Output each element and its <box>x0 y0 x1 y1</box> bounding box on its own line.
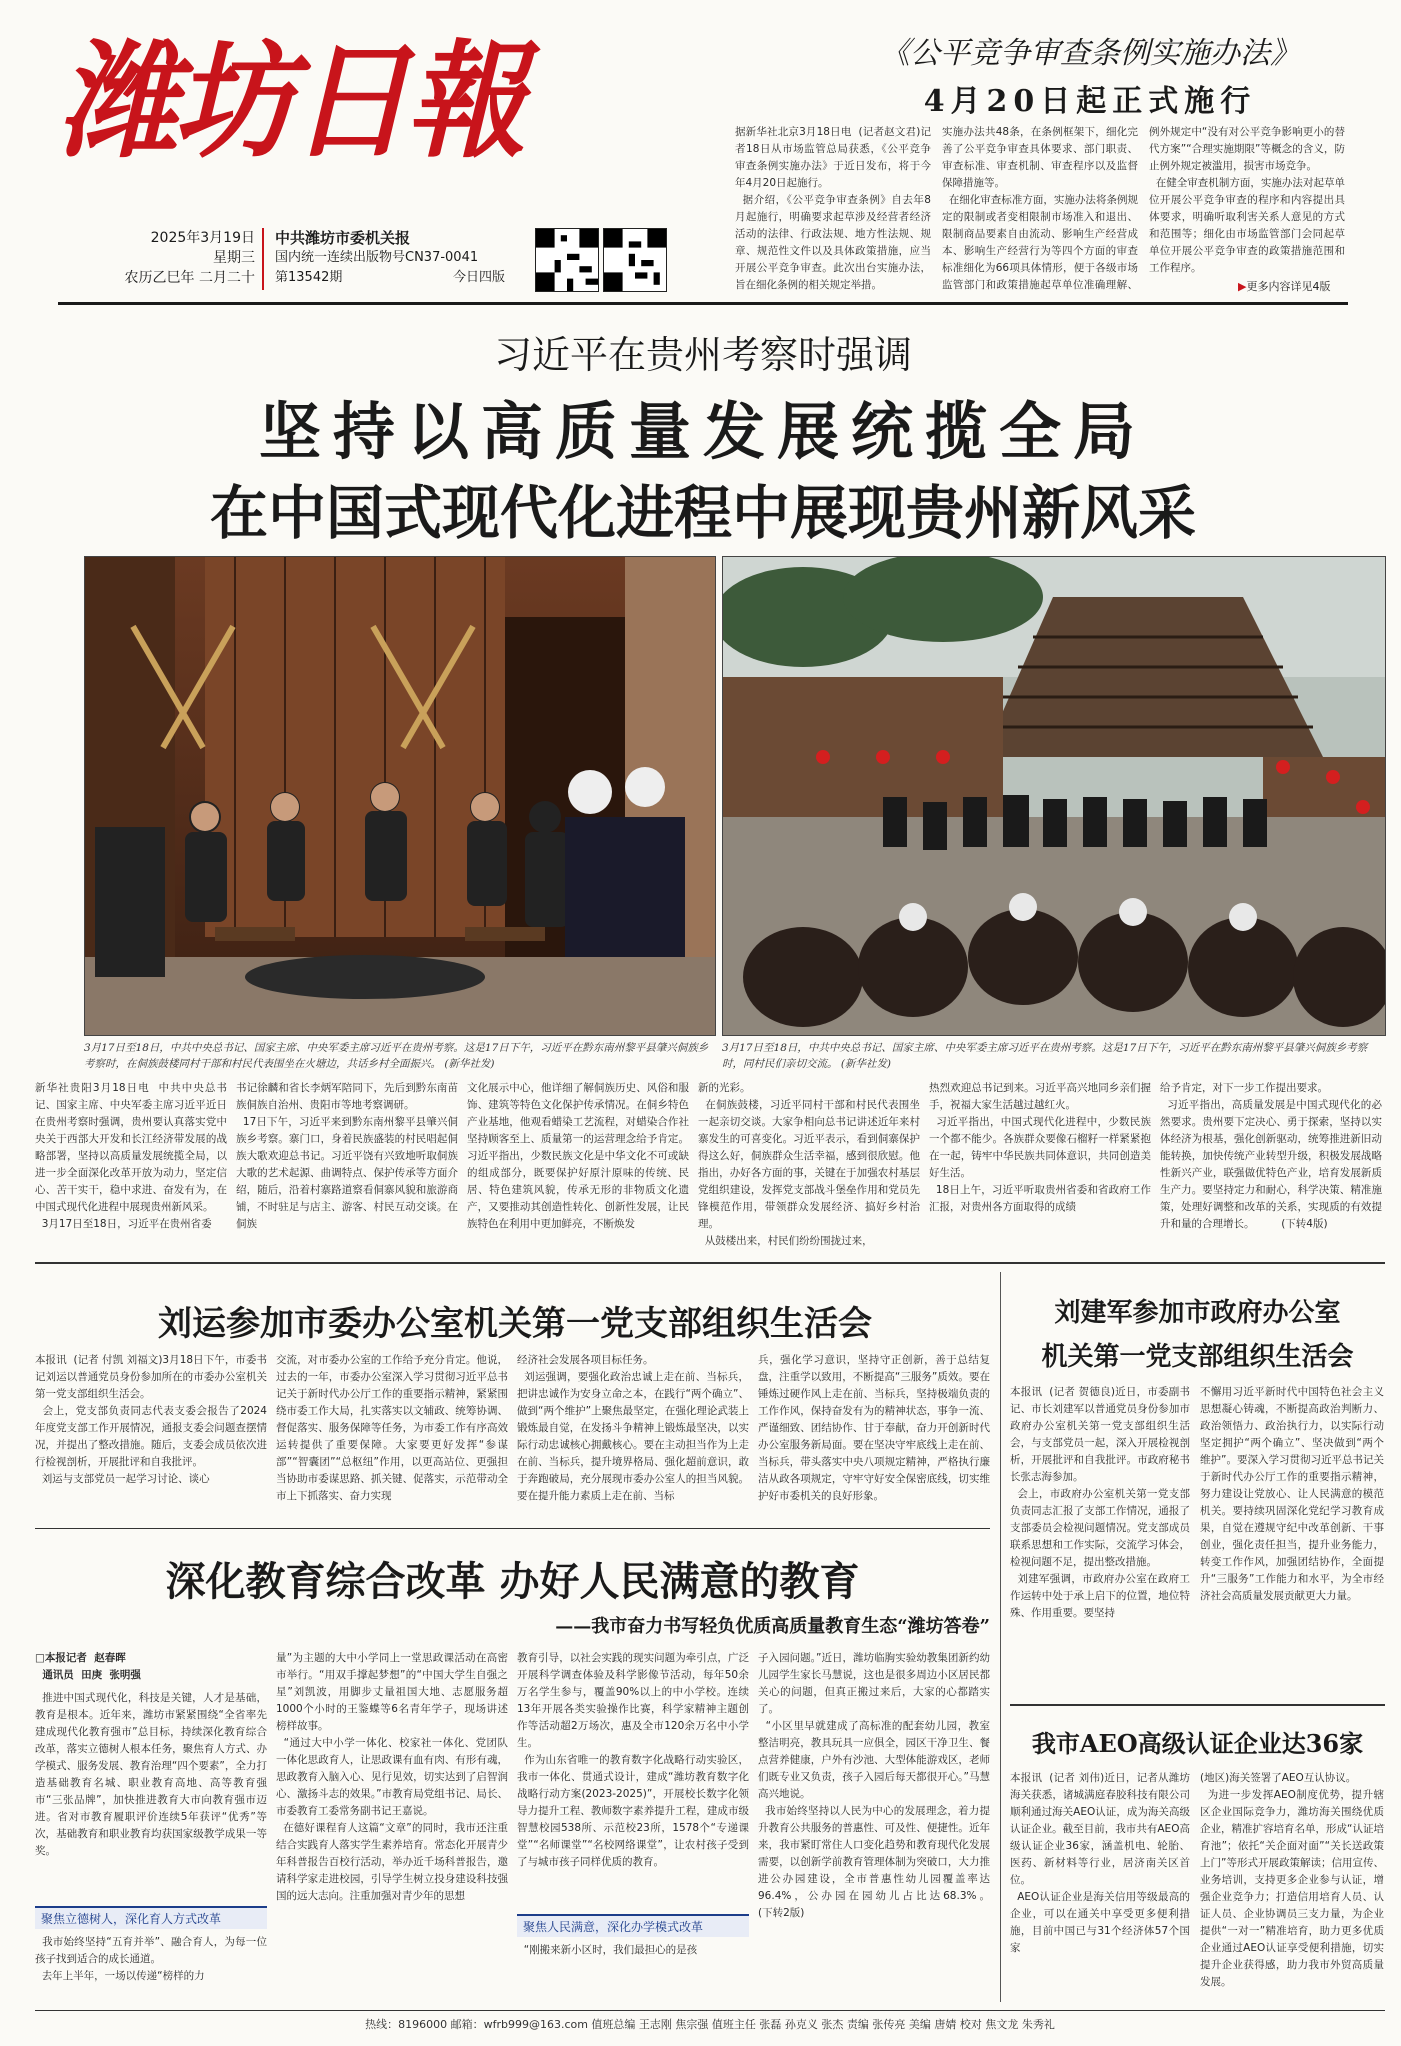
education-col-3: 教育引导，以社会实践的现实问题为牵引点，广泛开展科学调查体验及科学影像节活动，每年50余万名学生参与，覆盖90%以上的中小学校。连续13年开展各类实验操作比赛，科学家精神主题创作等活动超2万场次，惠及全市120余万名中小学生。 作为山东省唯一的教育数字化战略行动实验区，我市一体化、贯通式设计，建成“潍坊教育数字化战略行动方案(2023-2025)”，开展校长数字化领导力提升工程、教师数字素养提升工程，建成市级智慧校园538所、示范校23所，1578个“专递课堂”“名师课堂”“名校网络课堂”，让农村孩子受到了与城市孩子同样优质的教育。 <box>517 1652 749 1868</box>
issue-weekday: 星期三 <box>213 250 255 266</box>
lunar-date: 农历乙巳年 二月二十 <box>124 270 255 286</box>
qr-code-1[interactable] <box>535 228 599 292</box>
footer-credits: 热线：8196000 邮箱：wfrb999@163.com 值班总编 王志刚 焦宗强 值班主任 张磊 孙克义 张杰 责编 张传亮 美编 唐婧 校对 焦文龙 朱秀礼 <box>365 2018 1055 2031</box>
teaser-title-1[interactable]: 《公平竞争审查条例实施办法》 <box>880 36 1300 71</box>
lead-title-1[interactable]: 坚持以高质量发展统揽全局 <box>258 395 1147 468</box>
education-col-2: 量”为主题的大中小学同上一堂思政课活动在高密市举行。“用双手撑起梦想”的“中国大学生自强之星”刘凯波，用脚步丈量祖国大地、志愿服务超1000个小时的王鉴蝶等6名青年学子，现场讲述榜样故事。 “通过大中小学一体化、校家社一体化、党团队一体化思政育人，让思政课有血有肉、有形有魂，思政教育入脑入心、见行见效，切实达到了启智润心、激扬斗志的效果。”市教育局党组书记、局长、市委教育工委常务副书记王嘉说。 在德好课程育人这篇“文章”的同时，我市还注重结合实践育人落实学生素养培育。常态化开展青少年科普报告百校行活动，举办近千场科普报告，邀请科学家走进校园，引导学生树立投身建设科技强国的远大志向。注重加强对青少年的思想 <box>276 1652 508 1902</box>
education-byline: □本报记者 赵春晖 通讯员 田庚 张明强 <box>35 1652 141 1681</box>
issue-number: 第13542期 <box>275 270 343 285</box>
lead-kicker: 习近平在贵州考察时强调 <box>493 333 912 377</box>
education-subtitle: ——我市奋力书写轻负优质高质量教育生态“潍坊答卷” <box>555 1616 990 1637</box>
aeo-col-1: 本报讯 (记者 刘伟)近日，记者从潍坊海关获悉，诸城满庭春胶科技有限公司顺利通过海关AEO认证，成为海关高级认证企业。截至目前，我市共有AEO高级认证企业36家，涵盖机电、轮胎、医药、新材料等行业，居济南关区首位。 AEO认证企业是海关信用等级最高的企业，可以在通关中享受更多便利措施，目前中国已与31个经济体57个国家 <box>1010 1772 1190 1954</box>
photo-left-illustration <box>85 557 715 1035</box>
qr-code-2[interactable] <box>603 228 667 292</box>
lead-col-3: 文化展示中心，他详细了解侗族历史、风俗和服饰、建筑等特色文化保护传承情况。在侗乡特色产业基地，他观看蜡染工艺流程，对蜡染合作社坚持顾客至上、质量第一的运营理念给予肯定。习近平指出，少数民族文化是中华文化不可或缺的组成部分，既要保护好原汁原味的传统、民居、特色建筑风貌，传承无形的非物质文化遗产，又要推动其创造性转化、创新性发展，让民族特色在利用中更加鲜亮，不断焕发 <box>467 1082 689 1230</box>
lead-col-4: 新的光彩。 在侗族鼓楼，习近平同村干部和村民代表围坐一起亲切交谈。大家争相向总书记讲述近年来村寨发生的可喜变化。习近平表示，看到侗寨保护得这么好，侗族群众生活幸福，感到很欣慰。他指出，办好各方面的事，关键在于加强农村基层党组织建设，发挥党支部战斗堡垒作用和党员先锋模范作用，带领群众发展经济、搞好乡村治理。 从鼓楼出来，村民们纷纷围拢过来， <box>698 1082 920 1247</box>
teaser-col-1: 据新华社北京3月18日电 (记者赵文君)记者18日从市场监管总局获悉，《公平竞争审查条例实施办法》于近日发布，将于今年4月20日起施行。 据介绍，《公平竞争审查条例》自去年8月起施行，明确要求起草涉及经营者经济活动的法律、行政法规、地方性法规、规章、规范性文件以及具体政策措施，应当开展公平竞争审查。此次出台实施办法，旨在细化条例的相关规定举措。 <box>735 126 931 291</box>
photo-right-illustration <box>723 557 1385 1035</box>
liu-yun-col-3: 经济社会发展各项目标任务。 刘运强调，要强化政治忠诚上走在前、当标兵，把讲忠诚作为安身立命之本，在践行“两个确立”、做到“两个维护”上聚焦最坚定，在强化理论武装上锻炼最自觉，在发扬斗争精神上锻炼最坚决，以实际行动忠诚核心拥戴核心。要在主动担当作为上走在前、当标兵，提升境界格局、强化超前意识，敢于奔跑破局，充分展现市委办公室人的担当风貌。要在提升能力素质上走在前、当标 <box>517 1354 749 1502</box>
lead-col-6: 给予肯定，对下一步工作提出要求。 习近平指出，高质量发展是中国式现代化的必然要求。贵州要下定决心、勇于探索，坚持以实体经济为根基，强化创新驱动，统筹推进新旧动能转换，加快传统产业转型升级，积极发展战略性新兴产业，联强做优特色产业，培育发展新质生产力。要坚持定力和耐心，科学决策、精准施策，处理好调整和改革的关系，实现质的有效提升和量的合理增长。 (下转4版) <box>1160 1082 1382 1230</box>
masthead-title: 潍坊日報 <box>58 27 522 176</box>
education-col-1b: 我市始终坚持“五育并举”、融合育人，为每一位孩子找到适合的成长通道。 去年上半年，一场以传递“榜样的力 <box>35 1936 267 1982</box>
liu-yun-col-1: 本报讯 (记者 付凯 刘福文)3月18日下午，市委书记刘运以普通党员身份参加所在的市委办公室机关第一党支部组织生活会。 会上，党支部负责同志代表支委会报告了2024年度党支部工作开展情况，通报支委会问题查摆情况，并提出了整改措施。随后，支委会成员依次进行检视剖析，开展批评和自我批评。 刘运与支部党员一起学习讨论、谈心 <box>35 1354 267 1485</box>
education-col-3b: “刚搬来新小区时，我们最担心的是孩 <box>517 1944 698 1956</box>
more-link[interactable] <box>1238 278 1330 294</box>
aeo-title[interactable]: 我市AEO高级认证企业达36家 <box>1031 1729 1364 1758</box>
education-subhead-2: 聚焦人民满意，深化办学模式改革 <box>517 1914 749 1937</box>
liu-jianjun-col-1: 本报讯 (记者 贺德良)近日，市委副书记、市长刘建军以普通党员身份参加市政府办公室机关第一党支部组织生活会，与支部党员一起，深入开展检视剖析，开展批评和自我批评。市政府秘书长张志海参加。 会上，市政府办公室机关第一党支部负责同志汇报了支部工作情况，通报了支部委员会检视问题情况。党支部成员联系思想和工作实际，交流学习体会，检视问题不足，提出整改措施。 刘建军强调，市政府办公室在政府工作运转中处于承上启下的位置，地位特殊、作用重要。要坚持 <box>1010 1386 1190 1619</box>
liu-jianjun-title-2[interactable]: 机关第一党支部组织生活会 <box>1041 1342 1354 1372</box>
liu-yun-col-2: 交流，对市委办公室的工作给予充分肯定。他说，过去的一年，市委办公室深入学习贯彻习近平总书记关于新时代办公厅工作的重要指示精神，紧紧围绕市委工作大局，扎实落实以文辅政、统筹协调、督促落实、服务保障等任务，为市委工作有序高效运转提供了重要保障。大家要更好发挥“参谋部”“智囊团”“总枢纽”作用，以更高站位、更强担当协助市委谋思路、抓关键、促落实，示范带动全市上下抓落实、奋力实现 <box>276 1354 508 1502</box>
caption-right: 3月17日至18日，中共中央总书记、国家主席、中央军委主席习近平在贵州考察。这是17日下午，习近平在黔东南州黎平县肇兴侗族乡考察时，同村民们亲切交流。 (新华社发) <box>722 1042 1368 1070</box>
teaser-col-2: 实施办法共48条，在条例框架下，细化完善了公平竞争审查具体要求、部门职责、审查标准、审查机制、审查程序以及监督保障措施等。 在细化审查标准方面，实施办法将条例规定的限制或者变相限制市场准入和退出、限制商品要素自由流动、影响生产经营成本、影响生产经营行为等四个方面的审查标准细化为66项具体情形，便于各级市场监管部门和政策措施起草单位准确理解、 <box>942 126 1138 291</box>
teaser-title-2[interactable]: 4月20日起正式施行 <box>923 84 1257 119</box>
more-link-label: 更多内容详见4版 <box>1246 280 1331 293</box>
issue-date: 2025年3月19日 <box>150 230 255 246</box>
cn-number: 国内统一连续出版物号CN37-0041 <box>275 250 479 265</box>
education-subhead-1: 聚焦立德树人，深化育人方式改革 <box>35 1906 267 1929</box>
caption-left: 3月17日至18日，中共中央总书记、国家主席、中央军委主席习近平在贵州考察。这是17日下午，习近平在黔东南州黎平县肇兴侗族乡考察时，在侗族鼓楼同村干部和村民代表围坐在火塘边，共话乡村全面振兴。 (新华社发) <box>84 1042 709 1070</box>
liu-jianjun-title-1[interactable]: 刘建军参加市政府办公室 <box>1054 1298 1341 1328</box>
teaser-col-3: 例外规定中“没有对公平竞争影响更小的替代方案”“合理实施期限”等概念的含义，防止例外规定被滥用，损害市场竞争。 在健全审查机制方面，实施办法对起草单位开展公平竞争审查的程序和内容提出具体要求，明确听取利害关系人意见的方式和范围等；细化由市场监管部门会同起草单位开展公平竞争审查的政策措施范围和工作程序。 <box>1149 126 1345 274</box>
liu-yun-col-4: 兵，强化学习意识，坚持守正创新，善于总结复盘，注重学以致用，不断提高“三服务”质效。要在锤炼过硬作风上走在前、当标兵，坚持极端负责的工作作风，保持奋发有为的精神状态，事争一流、严谨细致、团结协作、甘于奉献，奋力开创新时代办公室服务新局面。要在坚决守牢底线上走在前、当标兵，带头落实中央八项规定精神，严格执行廉洁从政各项规定，守牢守好安全保密底线，切实维护好市委机关的良好形象。 <box>758 1354 990 1502</box>
triangle-icon: ▶ <box>1238 280 1247 293</box>
education-title[interactable]: 深化教育综合改革 办好人民满意的教育 <box>165 1558 860 1605</box>
date-block <box>95 228 255 288</box>
lead-col-5: 热烈欢迎总书记到来。习近平高兴地同乡亲们握手，祝福大家生活越过越红火。 习近平指出，中国式现代化进程中，少数民族一个都不能少。各族群众要像石榴籽一样紧紧抱在一起，铸牢中华民族共同体意识，共同创造美好生活。 18日上午，习近平听取贵州省委和省政府工作汇报，对贵州各方面取得的成绩 <box>929 1082 1151 1213</box>
photo-villagers-greeting[interactable] <box>722 556 1386 1036</box>
lead-col-1: 新华社贵阳3月18日电 中共中央总书记、国家主席、中央军委主席习近平近日在贵州考察时强调，贵州要认真落实党中央关于西部大开发和长江经济带发展的战略部署，坚持以高质量发展统揽全局，以进一步全面深化改革开放为动力，坚定信心、苦干实干，稳中求进、奋发有为，在中国式现代化进程中展现贵州新风采。 3月17日至18日，习近平在贵州省委 <box>35 1082 227 1230</box>
page-count: 今日四版 <box>452 270 505 285</box>
liu-yun-title[interactable]: 刘运参加市委办公室机关第一党支部组织生活会 <box>158 1304 872 1344</box>
lead-col-2: 书记徐麟和省长李炳军陪同下，先后到黔东南苗族侗族自治州、贵阳市等地考察调研。 17日下午，习近平来到黔东南州黎平县肇兴侗族乡考察。寨门口，身着民族盛装的村民唱起侗族大歌欢迎总书记。习近平饶有兴致地听取侗族大歌的艺术起源、曲调特点、保护传承等方面介绍，随后，沿着村寨路道察看侗寨风貌和旅游商铺，不时驻足与店主、游客、村民互动交谈。在侗族 <box>236 1082 458 1230</box>
organ-name: 中共潍坊市委机关报 <box>275 229 411 247</box>
education-col-1: 推进中国式现代化，科技是关键，人才是基础，教育是根本。近年来，潍坊市紧紧围绕“全省率先建成现代化教育强市”总目标，持续深化教育综合改革，落实立德树人根本任务，聚焦育人方式、办学模式、服务发展、教育治理“四个要素”，全力打造基础教育名城、职业教育高地、高等教育强市“三张品牌”，加快推进教育大市向教育强市迈进。省对市教育履职评价连续5年获评“优秀”等次，基础教育和职业教育均获国家级教学成果一等奖。 <box>35 1692 267 1857</box>
publisher-block <box>275 228 525 288</box>
lead-title-2[interactable]: 在中国式现代化进程中展现贵州新风采 <box>209 479 1196 547</box>
aeo-col-2: (地区)海关签署了AEO互认协议。 为进一步发挥AEO制度优势，提升辖区企业国际竞争力，潍坊海关围绕优质企业，精准扩容培育名单，形成“认证培育池”；依托“关企面对面”“关长送政策上门”等形式开展政策解读；信用宣传、业务培训，支持更多企业参与认证，增强企业竞争力；打造信用培育人员、认证人员、企业协调员三支力量，为企业提供“一对一”精准培育，助力更多优质企业通过AEO认证享受便利措施，切实提升企业获得感，助力我市外贸高质量发展。 <box>1200 1772 1384 1988</box>
education-col-4: 子入园问题。”近日，潍坊临朐实验幼教集团新约幼儿园学生家长马慧说，这也是很多周边小区居民都关心的问题，但真正搬过来后，大家的心都踏实了。 “小区里早就建成了高标准的配套幼儿园，教室整洁明亮，教具玩具一应俱全，园区干净卫生、餐点营养健康，户外有沙池、大型体能游戏区，老师们既专业又负责，孩子入园后每天都很开心。”马慧高兴地说。 我市始终坚持以人民为中心的发展理念，着力提升教育公共服务的普惠性、可及性、便捷性。近年来，我市紧盯常住人口变化趋势和教育现代化发展需要，以创新学前教育管理体制为突破口，大力推进公办园建设，全市普惠性幼儿园覆盖率达96.4%，公办园在园幼儿占比达68.3%。 (下转2版) <box>758 1652 990 1919</box>
photo-drum-tower-meeting[interactable] <box>84 556 716 1036</box>
liu-jianjun-col-2: 不懈用习近平新时代中国特色社会主义思想凝心铸魂，不断提高政治判断力、政治领悟力、政治执行力，以实际行动坚定拥护“两个确立”、坚决做到“两个维护”。要深入学习贯彻习近平总书记关于新时代办公厅工作的重要指示精神，努力建设让党放心、让人民满意的模范机关。要持续巩固深化党纪学习教育成果，自觉在遵规守纪中改革创新、干事创业，强化责任担当，提升业务能力，转变工作作风，加强团结协作，全面提升“三服务”工作能力和水平，为全市经济社会高质量发展贡献更大力量。 <box>1200 1386 1384 1602</box>
